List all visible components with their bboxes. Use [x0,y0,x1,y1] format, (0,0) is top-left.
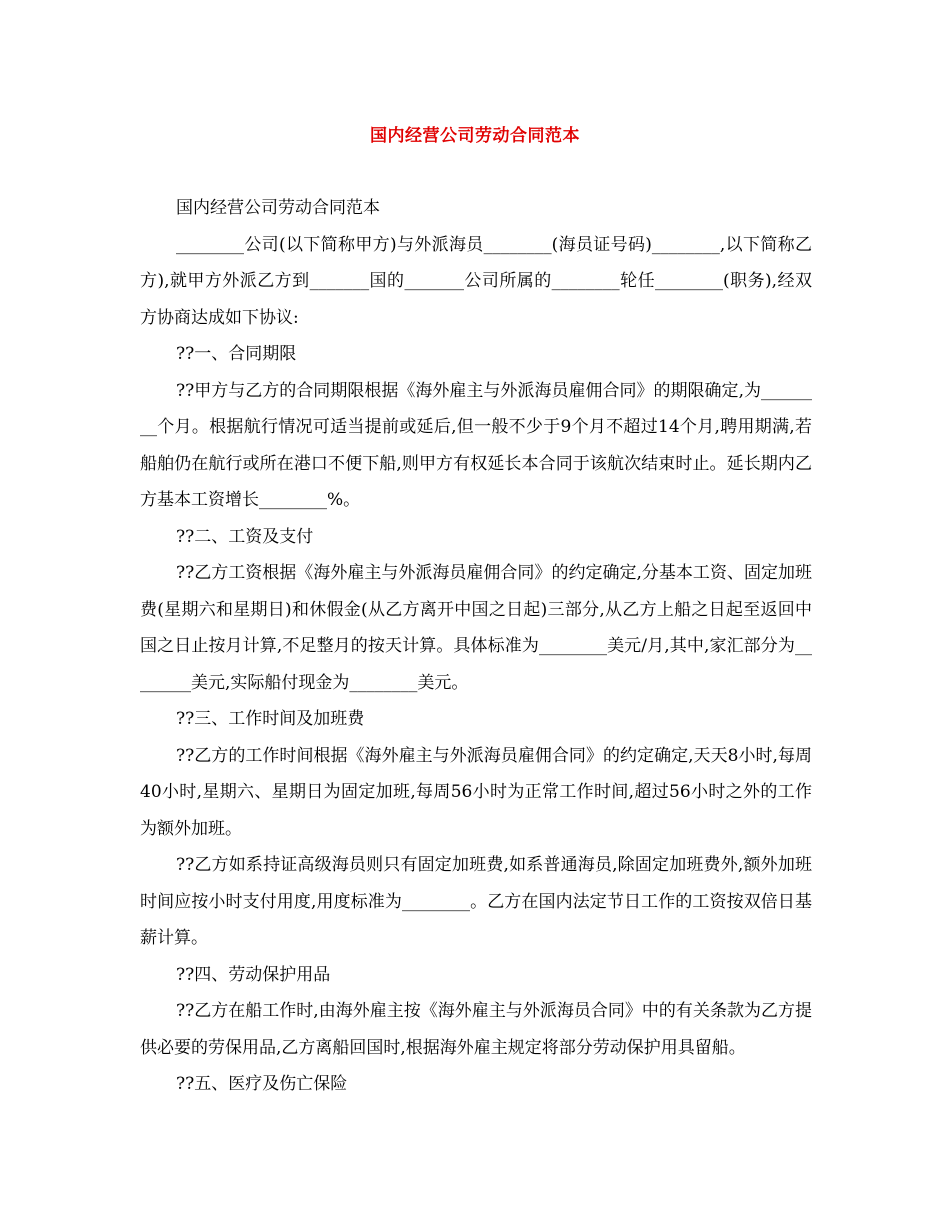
paragraph-heading-repeat: 国内经营公司劳动合同范本 [176,198,380,218]
section-heading-protective-equipment: ??四、劳动保护用品 [176,964,331,985]
paragraph-wages: ??乙方工资根据《海外雇主与外派海员雇佣合同》的约定确定,分基本工资、固定加班费(星期六和星期日)和休假金(从乙方离开中国之日起)三部分,从乙方上船之日起至返回中国之日止按月计算,不足整月的按天计算。具体标准为________美元/月,其中,家汇部分为________美元,实际船付现金为________美元。 [140,563,812,693]
paragraph-overtime: ??乙方如系持证高级海员则只有固定加班费,如系普通海员,除固定加班费外,额外加班时间应按小时支付用度,用度标准为________。乙方在国内法定节日工作的工资按双倍日基薪计算。 [140,855,812,948]
document-body [140,190,812,1103]
section-heading-medical-insurance: ??五、医疗及伤亡保险 [176,1074,348,1094]
section-heading-wages: ??二、工资及支付 [176,526,314,547]
paragraph-protective-equipment: ??乙方在船工作时,由海外雇主按《海外雇主与外派海员合同》中的有关条款为乙方提供必要的劳保用品,乙方离船回国时,根据海外雇主规定将部分劳动保护用具留船。 [140,1001,812,1058]
document-title: 国内经营公司劳动合同范本 [370,126,580,146]
paragraph-working-hours: ??乙方的工作时间根据《海外雇主与外派海员雇佣合同》的约定确定,天天8小时,每周40小时,星期六、星期日为固定加班,每周56小时为正常工作时间,超过56小时之外的工作为额外加班。 [140,745,812,839]
section-heading-working-hours: ??三、工作时间及加班费 [176,709,365,729]
paragraph-parties: ________公司(以下简称甲方)与外派海员________(海员证号码)________,以下简称乙方),就甲方外派乙方到_______国的_______公司所属的________轮任________(职务),经双方协商达成如下协议: [140,234,812,328]
section-heading-contract-term: ??一、合同期限 [176,344,297,364]
paragraph-contract-term: ??甲方与乙方的合同期限根据《海外雇主与外派海员雇佣合同》的期限确定,为________个月。根据航行情况可适当提前或延后,但一般不少于9个月不超过14个月,聘用期满,若船舶仍在航行或所在港口不便下船,则甲方有权延长本合同于该航次结束时止。延长期内乙方基本工资增长________%。 [140,380,812,510]
